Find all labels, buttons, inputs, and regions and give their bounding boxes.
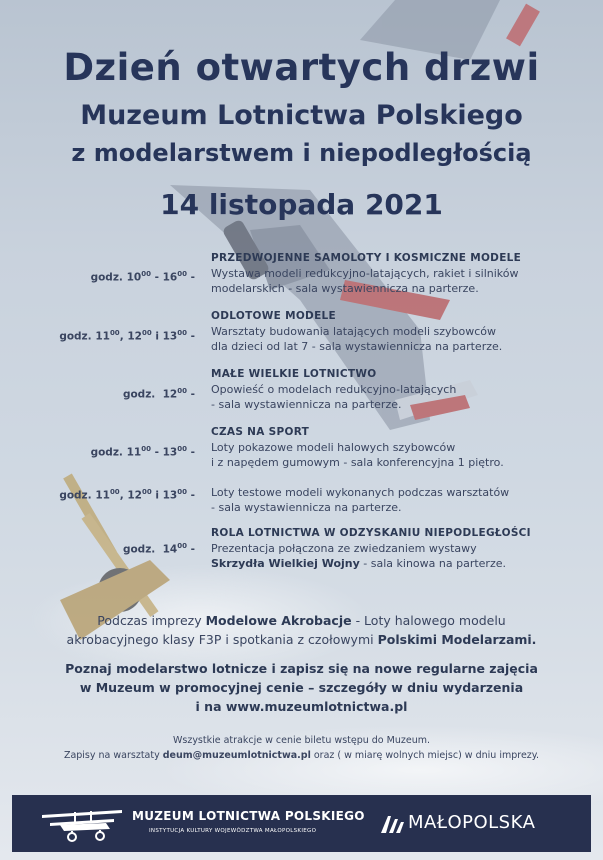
event-description-line: - sala wystawiennicza na parterze. [211,501,402,514]
para-line: i na www.muzeumlotnictwa.pl [195,699,408,714]
event-heading: ODLOTOWE MODELE [211,310,337,322]
para-text: Podczas imprezy [97,613,206,628]
event-time: godz. $11^{00}$, $12^{00}$ i $13^{00}$ - [59,488,195,502]
para-text: akrobacyjnego klasy F3P i spotkania z czołowymi [66,632,378,647]
para-highlight: Polskimi Modelarzami. [377,632,537,647]
malopolska-logo-icon [380,814,406,834]
event-time: godz. $11^{00}$, $12^{00}$ i $13^{00}$ - [59,329,195,343]
plane-logo-icon [40,801,124,845]
event-description-line: i z napędem gumowym - sala konferencyjna 1 piętro. [211,456,504,469]
footnote-text: oraz ( w miarę wolnych miejsc) w dniu imprezy. [310,750,540,761]
para-line: w Muzeum w promocyjnej cenie – szczegóły w dniu wydarzenia [79,680,524,695]
museum-subtitle: INSTYTUCJA KULTURY WOJEWÓDZTWA MAŁOPOLSKIEGO [149,828,317,834]
classes-paragraph [0,659,603,716]
email-link[interactable]: deum@muzeumlotnictwa.pl [162,750,311,761]
event-description-line: dla dzieci od lat 7 - sala wystawiennicza na parterze. [211,340,503,353]
footer-bar [12,795,591,852]
poster-title: Dzień otwartych drzwi [63,46,540,89]
acrobatics-paragraph [0,611,603,649]
event-description-line [211,556,591,571]
para-highlight: Modelowe Akrobacje [205,613,352,628]
museum-name: MUZEUM LOTNICTWA POLSKIEGO [132,809,365,823]
exhibition-name: Skrzydła Wielkiej Wojny [211,557,360,570]
event-heading: ROLA LOTNICTWA W ODZYSKANIU NIEPODLEGŁOŚCI [211,527,531,539]
event-description-line: Opowieść o modelach redukcyjno-latających [211,383,457,396]
event-time: godz. $10^{00} - 16^{00}$ - [90,270,195,284]
event-date: 14 listopada 2021 [160,188,443,221]
footnote-text: Zapisy na warsztaty [63,750,163,761]
para-text: - Loty halowego modelu [351,613,506,628]
poster-subtitle-museum: Muzeum Lotnictwa Polskiego [80,100,523,131]
event-description-line: Loty testowe modeli wykonanych podczas warsztatów [211,486,510,499]
event-description-line: Prezentacja połączona ze zwiedzaniem wystawy [211,542,477,555]
footnote [0,733,603,763]
event-description-rest: - sala kinowa na parterze. [359,557,506,570]
footnote-line: Wszystkie atrakcje w cenie biletu wstępu do Muzeum. [172,735,430,746]
event-description-line: Wystawa modeli redukcyjno-latających, rakiet i silników [211,267,519,280]
event-description-line: Loty pokazowe modeli halowych szybowców [211,441,456,454]
event-description-line: - sala wystawiennicza na parterze. [211,398,402,411]
region-name: MAŁOPOLSKA [408,812,536,833]
poster-subtitle-theme: z modelarstwem i niepodległością [71,139,532,167]
event-description-line: Warsztaty budowania latających modeli szybowców [211,325,497,338]
para-line: Poznaj modelarstwo lotnicze i zapisz się na nowe regularne zajęcia [65,661,538,676]
event-time: godz. $14^{00}$ - [122,542,195,556]
event-heading: CZAS NA SPORT [211,426,310,438]
event-time: godz. $12^{00}$ - [122,387,195,401]
event-heading: PRZEDWOJENNE SAMOLOTY I KOSMICZNE MODELE [211,252,522,264]
event-description-line: modelarskich - sala wystawiennicza na parterze. [211,282,479,295]
event-time: godz. $11^{00} - 13^{00}$ - [90,445,195,459]
event-heading: MAŁE WIELKIE LOTNICTWO [211,368,377,380]
